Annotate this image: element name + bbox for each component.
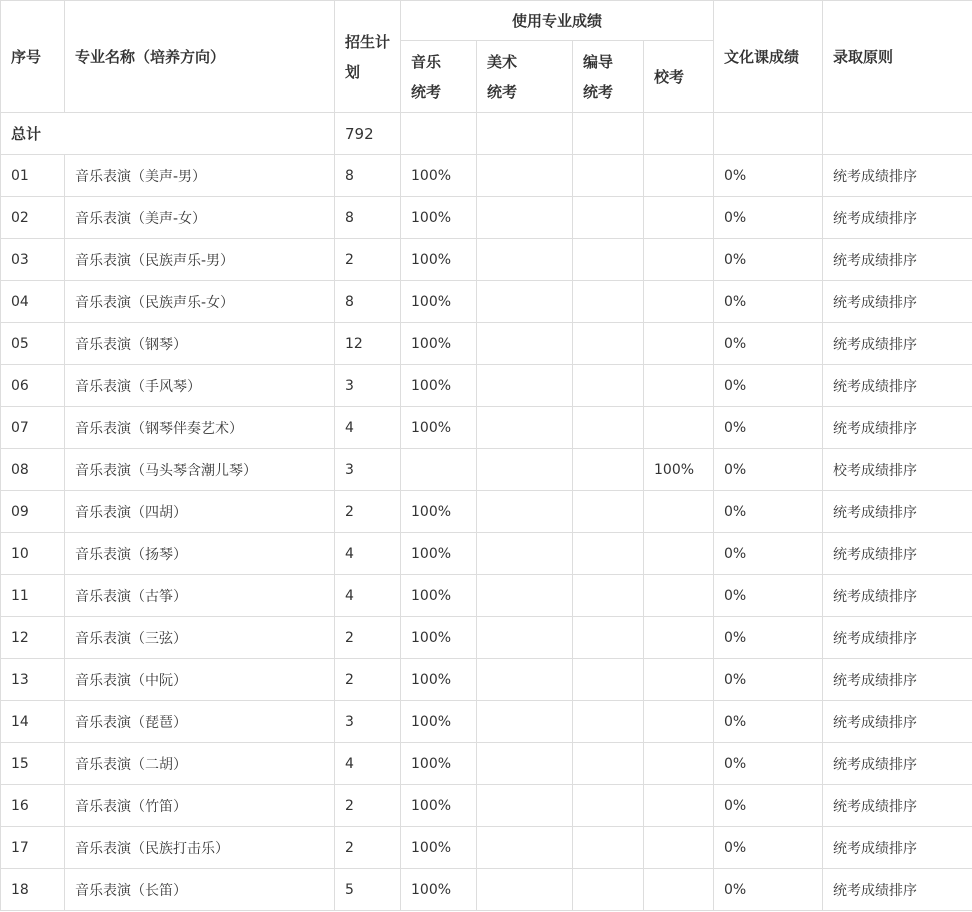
- cell-school: [644, 239, 714, 281]
- total-empty-cell: [823, 113, 972, 155]
- cell-principle: 统考成绩排序: [823, 533, 972, 575]
- cell-major: 音乐表演（美声-女）: [65, 197, 335, 239]
- cell-plan: 3: [335, 365, 401, 407]
- cell-directing: [573, 281, 644, 323]
- cell-plan: 8: [335, 155, 401, 197]
- cell-plan: 2: [335, 239, 401, 281]
- cell-plan: 8: [335, 281, 401, 323]
- cell-seq: 02: [1, 197, 65, 239]
- cell-major: 音乐表演（手风琴）: [65, 365, 335, 407]
- header-school: 校考: [644, 41, 714, 113]
- cell-plan: 2: [335, 827, 401, 869]
- cell-music: 100%: [401, 869, 477, 911]
- table-row: [1, 323, 972, 365]
- cell-school: [644, 827, 714, 869]
- cell-principle: 统考成绩排序: [823, 365, 972, 407]
- cell-directing: [573, 785, 644, 827]
- cell-culture: 0%: [714, 827, 823, 869]
- cell-school: [644, 785, 714, 827]
- cell-principle: 统考成绩排序: [823, 701, 972, 743]
- cell-principle: 统考成绩排序: [823, 659, 972, 701]
- cell-school: [644, 533, 714, 575]
- cell-seq: 15: [1, 743, 65, 785]
- cell-principle: 统考成绩排序: [823, 281, 972, 323]
- header-music: 音乐统考: [401, 41, 477, 113]
- header-art: 美术统考: [477, 41, 573, 113]
- cell-directing: [573, 701, 644, 743]
- cell-school: [644, 491, 714, 533]
- table-row: [1, 365, 972, 407]
- header-seq: 序号: [1, 1, 65, 113]
- header-directing: 编导统考: [573, 41, 644, 113]
- cell-directing: [573, 533, 644, 575]
- cell-art: [477, 575, 573, 617]
- cell-culture: 0%: [714, 533, 823, 575]
- cell-seq: 07: [1, 407, 65, 449]
- table-row: [1, 533, 972, 575]
- table-row: [1, 239, 972, 281]
- cell-art: [477, 827, 573, 869]
- table-row: [1, 491, 972, 533]
- cell-school: [644, 407, 714, 449]
- cell-music: 100%: [401, 659, 477, 701]
- total-empty-cell: [573, 113, 644, 155]
- cell-seq: 11: [1, 575, 65, 617]
- cell-school: [644, 365, 714, 407]
- cell-principle: 统考成绩排序: [823, 617, 972, 659]
- cell-major: 音乐表演（民族声乐-女）: [65, 281, 335, 323]
- table-row: [1, 743, 972, 785]
- total-plan: 792: [335, 113, 401, 155]
- cell-seq: 16: [1, 785, 65, 827]
- cell-art: [477, 617, 573, 659]
- cell-music: 100%: [401, 281, 477, 323]
- cell-plan: 3: [335, 701, 401, 743]
- cell-culture: 0%: [714, 281, 823, 323]
- cell-culture: 0%: [714, 785, 823, 827]
- cell-seq: 03: [1, 239, 65, 281]
- table-row: [1, 659, 972, 701]
- header-score-group: 使用专业成绩: [401, 1, 714, 41]
- table-row: [1, 827, 972, 869]
- cell-school: [644, 155, 714, 197]
- cell-music: 100%: [401, 827, 477, 869]
- table-row: [1, 407, 972, 449]
- header-major: 专业名称（培养方向）: [65, 1, 335, 113]
- cell-directing: [573, 449, 644, 491]
- table-row: [1, 617, 972, 659]
- cell-school: [644, 659, 714, 701]
- cell-school: [644, 701, 714, 743]
- cell-art: [477, 743, 573, 785]
- total-label: 总计: [1, 113, 335, 155]
- cell-principle: 统考成绩排序: [823, 575, 972, 617]
- cell-principle: 统考成绩排序: [823, 785, 972, 827]
- header-plan: 招生计划: [335, 1, 401, 113]
- header-culture: 文化课成绩: [714, 1, 823, 113]
- table-row: [1, 155, 972, 197]
- cell-directing: [573, 491, 644, 533]
- cell-music: 100%: [401, 575, 477, 617]
- table-row: [1, 785, 972, 827]
- cell-culture: 0%: [714, 155, 823, 197]
- cell-major: 音乐表演（钢琴）: [65, 323, 335, 365]
- cell-art: [477, 407, 573, 449]
- cell-music: 100%: [401, 617, 477, 659]
- cell-principle: 统考成绩排序: [823, 239, 972, 281]
- cell-principle: 统考成绩排序: [823, 869, 972, 911]
- cell-art: [477, 449, 573, 491]
- cell-directing: [573, 239, 644, 281]
- cell-plan: 12: [335, 323, 401, 365]
- cell-plan: 3: [335, 449, 401, 491]
- cell-art: [477, 281, 573, 323]
- cell-music: 100%: [401, 407, 477, 449]
- cell-major: 音乐表演（马头琴含潮儿琴）: [65, 449, 335, 491]
- cell-principle: 统考成绩排序: [823, 827, 972, 869]
- cell-art: [477, 491, 573, 533]
- cell-seq: 10: [1, 533, 65, 575]
- cell-school: [644, 869, 714, 911]
- total-empty-cell: [644, 113, 714, 155]
- cell-plan: 2: [335, 785, 401, 827]
- cell-music: 100%: [401, 785, 477, 827]
- cell-music: 100%: [401, 323, 477, 365]
- cell-music: [401, 449, 477, 491]
- table-row: [1, 197, 972, 239]
- cell-seq: 01: [1, 155, 65, 197]
- cell-culture: 0%: [714, 407, 823, 449]
- cell-directing: [573, 659, 644, 701]
- cell-major: 音乐表演（二胡）: [65, 743, 335, 785]
- cell-art: [477, 659, 573, 701]
- cell-seq: 18: [1, 869, 65, 911]
- table-row: [1, 701, 972, 743]
- cell-culture: 0%: [714, 197, 823, 239]
- cell-plan: 5: [335, 869, 401, 911]
- cell-seq: 13: [1, 659, 65, 701]
- cell-art: [477, 197, 573, 239]
- cell-directing: [573, 869, 644, 911]
- cell-major: 音乐表演（三弦）: [65, 617, 335, 659]
- cell-seq: 09: [1, 491, 65, 533]
- cell-major: 音乐表演（民族打击乐）: [65, 827, 335, 869]
- cell-culture: 0%: [714, 659, 823, 701]
- cell-school: [644, 743, 714, 785]
- cell-plan: 4: [335, 575, 401, 617]
- cell-major: 音乐表演（古筝）: [65, 575, 335, 617]
- cell-art: [477, 533, 573, 575]
- cell-major: 音乐表演（四胡）: [65, 491, 335, 533]
- cell-art: [477, 869, 573, 911]
- cell-culture: 0%: [714, 617, 823, 659]
- cell-seq: 17: [1, 827, 65, 869]
- cell-culture: 0%: [714, 701, 823, 743]
- cell-culture: 0%: [714, 491, 823, 533]
- total-empty-cell: [714, 113, 823, 155]
- cell-school: [644, 281, 714, 323]
- cell-plan: 8: [335, 197, 401, 239]
- cell-major: 音乐表演（长笛）: [65, 869, 335, 911]
- table-body: [1, 113, 972, 911]
- cell-music: 100%: [401, 491, 477, 533]
- table-row: [1, 449, 972, 491]
- cell-art: [477, 365, 573, 407]
- cell-plan: 2: [335, 659, 401, 701]
- total-empty-cell: [477, 113, 573, 155]
- cell-principle: 统考成绩排序: [823, 491, 972, 533]
- table-row: [1, 281, 972, 323]
- cell-major: 音乐表演（民族声乐-男）: [65, 239, 335, 281]
- cell-principle: 统考成绩排序: [823, 743, 972, 785]
- cell-seq: 06: [1, 365, 65, 407]
- header-principle: 录取原则: [823, 1, 972, 113]
- cell-seq: 05: [1, 323, 65, 365]
- cell-major: 音乐表演（竹笛）: [65, 785, 335, 827]
- cell-seq: 08: [1, 449, 65, 491]
- table-header: [1, 1, 972, 113]
- cell-principle: 统考成绩排序: [823, 407, 972, 449]
- table-row: [1, 869, 972, 911]
- cell-music: 100%: [401, 239, 477, 281]
- cell-culture: 0%: [714, 323, 823, 365]
- cell-art: [477, 323, 573, 365]
- cell-principle: 统考成绩排序: [823, 323, 972, 365]
- cell-seq: 04: [1, 281, 65, 323]
- cell-major: 音乐表演（扬琴）: [65, 533, 335, 575]
- total-row: [1, 113, 972, 155]
- cell-art: [477, 155, 573, 197]
- cell-directing: [573, 323, 644, 365]
- cell-directing: [573, 407, 644, 449]
- cell-principle: 统考成绩排序: [823, 197, 972, 239]
- cell-music: 100%: [401, 743, 477, 785]
- cell-music: 100%: [401, 155, 477, 197]
- cell-directing: [573, 743, 644, 785]
- cell-school: [644, 617, 714, 659]
- cell-plan: 4: [335, 533, 401, 575]
- cell-major: 音乐表演（钢琴伴奏艺术）: [65, 407, 335, 449]
- cell-major: 音乐表演（美声-男）: [65, 155, 335, 197]
- cell-directing: [573, 575, 644, 617]
- cell-major: 音乐表演（琵琶）: [65, 701, 335, 743]
- cell-art: [477, 701, 573, 743]
- cell-art: [477, 785, 573, 827]
- cell-music: 100%: [401, 197, 477, 239]
- cell-school: [644, 575, 714, 617]
- cell-principle: 校考成绩排序: [823, 449, 972, 491]
- cell-culture: 0%: [714, 239, 823, 281]
- cell-culture: 0%: [714, 869, 823, 911]
- cell-plan: 4: [335, 743, 401, 785]
- cell-directing: [573, 197, 644, 239]
- cell-directing: [573, 617, 644, 659]
- cell-culture: 0%: [714, 365, 823, 407]
- cell-plan: 2: [335, 491, 401, 533]
- cell-culture: 0%: [714, 575, 823, 617]
- cell-culture: 0%: [714, 449, 823, 491]
- cell-plan: 4: [335, 407, 401, 449]
- cell-school: [644, 197, 714, 239]
- cell-major: 音乐表演（中阮）: [65, 659, 335, 701]
- cell-school: 100%: [644, 449, 714, 491]
- cell-directing: [573, 365, 644, 407]
- cell-music: 100%: [401, 533, 477, 575]
- cell-art: [477, 239, 573, 281]
- cell-plan: 2: [335, 617, 401, 659]
- cell-seq: 14: [1, 701, 65, 743]
- cell-directing: [573, 827, 644, 869]
- cell-culture: 0%: [714, 743, 823, 785]
- cell-principle: 统考成绩排序: [823, 155, 972, 197]
- total-empty-cell: [401, 113, 477, 155]
- cell-music: 100%: [401, 701, 477, 743]
- cell-school: [644, 323, 714, 365]
- table-row: [1, 575, 972, 617]
- cell-music: 100%: [401, 365, 477, 407]
- cell-directing: [573, 155, 644, 197]
- cell-seq: 12: [1, 617, 65, 659]
